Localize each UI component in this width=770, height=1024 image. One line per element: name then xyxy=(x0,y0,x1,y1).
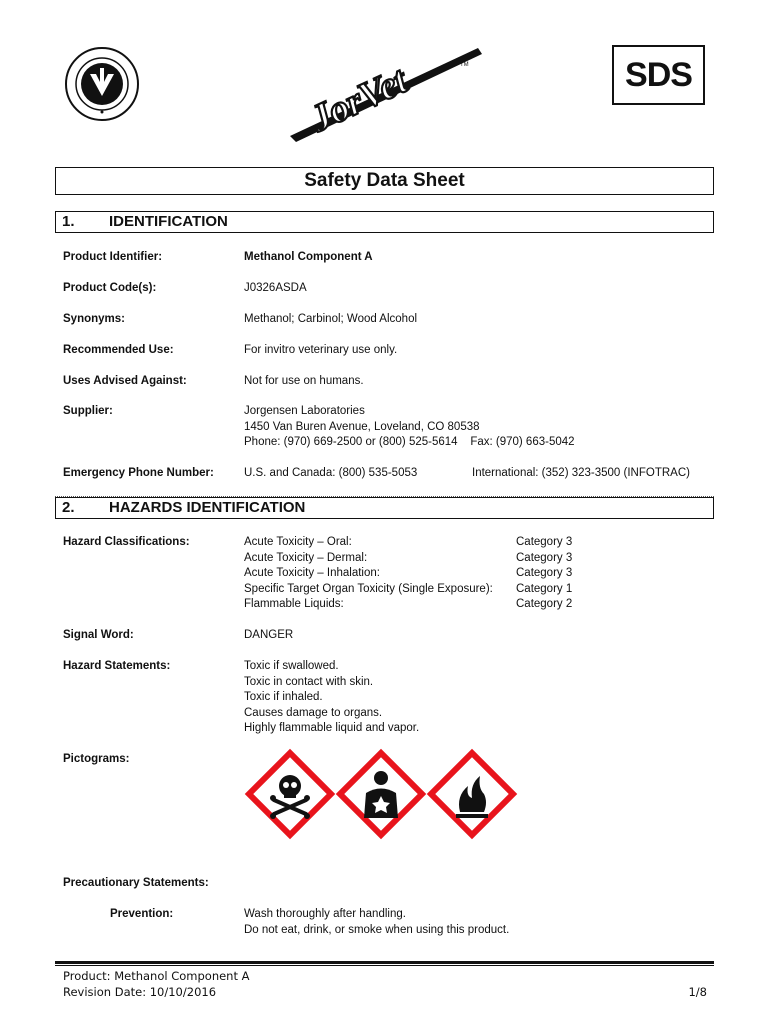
footer-product: Product: Methanol Component A xyxy=(63,969,250,983)
section-title: IDENTIFICATION xyxy=(109,213,228,230)
classification-category: Category 2 xyxy=(516,598,573,610)
classification-name: Acute Toxicity – Inhalation: xyxy=(244,567,380,579)
field-label: Uses Advised Against: xyxy=(63,375,187,387)
prevention-label: Prevention: xyxy=(110,908,174,920)
classification-category: Category 3 xyxy=(516,551,573,564)
hazard-statement: Toxic if inhaled. xyxy=(244,691,323,703)
field-label: Product Code(s): xyxy=(63,282,157,294)
pictograms-label: Pictograms: xyxy=(63,753,130,765)
emergency-international: International: (352) 323-3500 (INFOTRAC) xyxy=(472,467,690,479)
supplier-contact xyxy=(244,435,575,451)
supplier-name: Jorgensen Laboratories xyxy=(244,405,365,417)
classification-category: Category 3 xyxy=(516,567,573,579)
section-title: HAZARDS IDENTIFICATION xyxy=(109,499,306,516)
field-value: Not for use on humans. xyxy=(244,375,364,387)
emergency-label: Emergency Phone Number: xyxy=(63,467,214,479)
page-title xyxy=(55,167,714,195)
pictograms-row xyxy=(244,748,518,850)
field-value: J0326ASDA xyxy=(244,282,307,294)
hazard-statement: Causes damage to organs. xyxy=(244,706,383,719)
field-label: Synonyms: xyxy=(63,313,125,325)
supplier-block xyxy=(244,404,575,451)
supplier-fax: Fax: (970) 663-5042 xyxy=(470,436,575,448)
section-number: 2. xyxy=(62,499,75,516)
footer-rule-thin xyxy=(55,965,714,966)
hazard-statement: Toxic in contact with skin. xyxy=(244,675,374,688)
classification-name: Flammable Liquids: xyxy=(244,598,344,610)
section-number: 1. xyxy=(62,213,75,230)
health-hazard-icon xyxy=(340,753,422,835)
footer-rule xyxy=(55,961,714,964)
hazard-classifications-list xyxy=(244,535,493,613)
sds-label: SDS xyxy=(625,55,692,94)
prevention-statement: Wash thoroughly after handling. xyxy=(244,908,406,920)
classification-name: Specific Target Organ Toxicity (Single Exposure): xyxy=(244,582,493,595)
section-1-header xyxy=(55,211,714,233)
precautionary-label: Precautionary Statements: xyxy=(63,877,209,889)
hazard-statements-label: Hazard Statements: xyxy=(63,660,171,672)
section-2-header xyxy=(55,497,714,519)
flame-icon xyxy=(431,753,513,835)
field-value: For invitro veterinary use only. xyxy=(244,344,398,356)
page-number: 1/8 xyxy=(688,985,707,999)
signal-word-value: DANGER xyxy=(244,629,294,641)
skull-crossbones-icon xyxy=(249,753,331,835)
supplier-label: Supplier: xyxy=(63,405,113,417)
emergency-us-canada: U.S. and Canada: (800) 535-5053 xyxy=(244,467,418,479)
supplier-address: 1450 Van Buren Avenue, Loveland, CO 80538 xyxy=(244,420,480,433)
signal-word-label: Signal Word: xyxy=(63,629,134,641)
field-value: Methanol; Carbinol; Wood Alcohol xyxy=(244,313,418,325)
footer-revision-date: Revision Date: 10/10/2016 xyxy=(63,985,217,999)
hazard-statements-list xyxy=(244,659,419,737)
hazard-categories-list xyxy=(516,535,572,613)
field-label: Recommended Use: xyxy=(63,344,174,356)
classification-name: Acute Toxicity – Oral: xyxy=(244,536,352,548)
hazard-classifications-label: Hazard Classifications: xyxy=(63,536,190,548)
hazard-statement: Toxic if swallowed. xyxy=(244,660,339,672)
sds-badge xyxy=(612,45,705,105)
classification-category: Category 3 xyxy=(516,536,573,548)
field-value: Methanol Component A xyxy=(244,251,373,263)
classification-category: Category 1 xyxy=(516,582,573,595)
jorgensen-seal-logo xyxy=(64,46,140,122)
prevention-statement: Do not eat, drink, or smoke when using this product. xyxy=(244,923,510,936)
classification-name: Acute Toxicity – Dermal: xyxy=(244,551,368,564)
hazard-statement: Highly flammable liquid and vapor. xyxy=(244,722,420,734)
brand-wordmark: JorVet xyxy=(304,59,414,141)
page-title-text: Safety Data Sheet xyxy=(304,170,465,191)
jorvet-brand-logo xyxy=(288,44,488,144)
field-label: Product Identifier: xyxy=(63,251,163,263)
brand-tm: TM xyxy=(460,62,469,68)
supplier-phone: Phone: (970) 669-2500 or (800) 525-5614 xyxy=(244,436,458,448)
prevention-list xyxy=(244,907,509,938)
